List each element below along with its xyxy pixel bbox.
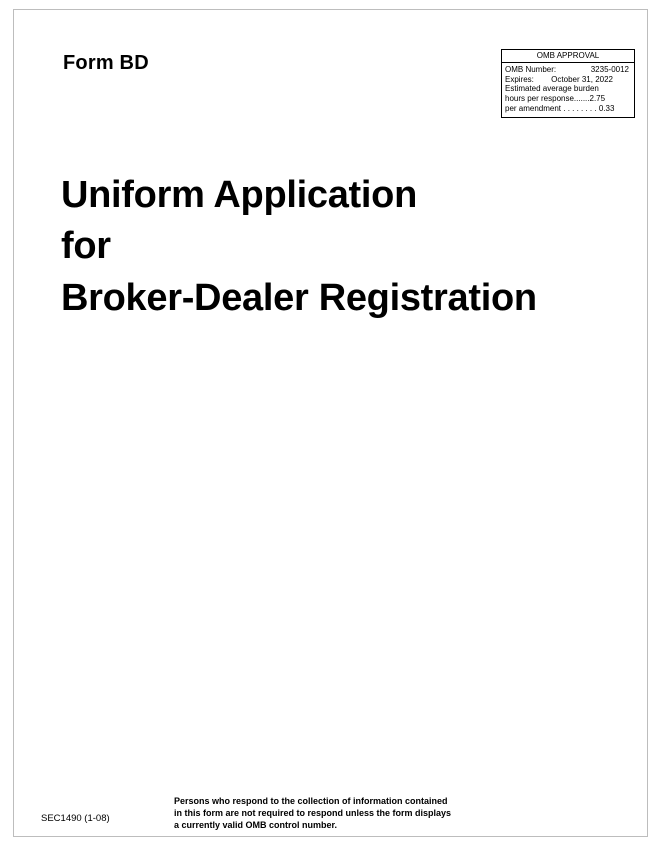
title-line-1: Uniform Application <box>61 174 417 216</box>
omb-expires-row <box>505 75 631 85</box>
omb-burden-label: Estimated average burden <box>505 84 599 94</box>
omb-hours-line: hours per response.......2.75 <box>505 94 606 103</box>
footer-note-line-1: Persons who respond to the collection of information contained <box>174 796 448 806</box>
page-title <box>61 170 621 324</box>
footer-note-line-3: a currently valid OMB control number. <box>174 819 338 830</box>
omb-approval-box <box>501 49 635 118</box>
omb-expires-label: Expires: <box>505 74 534 84</box>
omb-approval-heading: OMB APPROVAL <box>502 50 634 63</box>
omb-number-label: OMB Number: <box>505 64 557 74</box>
omb-expires-value: October 31, 2022 <box>551 74 613 84</box>
title-line-2: for <box>61 225 111 268</box>
omb-amendment-line: per amendment . . . . . . . . 0.33 <box>505 103 615 113</box>
omb-burden-statement <box>174 796 534 832</box>
document-code: SEC1490 (1-08) <box>41 813 110 824</box>
form-number: Form BD <box>63 52 149 74</box>
footer-note-line-2: in this form are not required to respond unless the form displays <box>174 807 452 818</box>
omb-approval-body <box>502 63 634 117</box>
title-line-3: Broker-Dealer Registration <box>61 276 537 319</box>
page-sheet <box>13 9 648 837</box>
omb-number-value: 3235-0012 <box>590 64 629 74</box>
omb-number-row <box>505 65 631 75</box>
